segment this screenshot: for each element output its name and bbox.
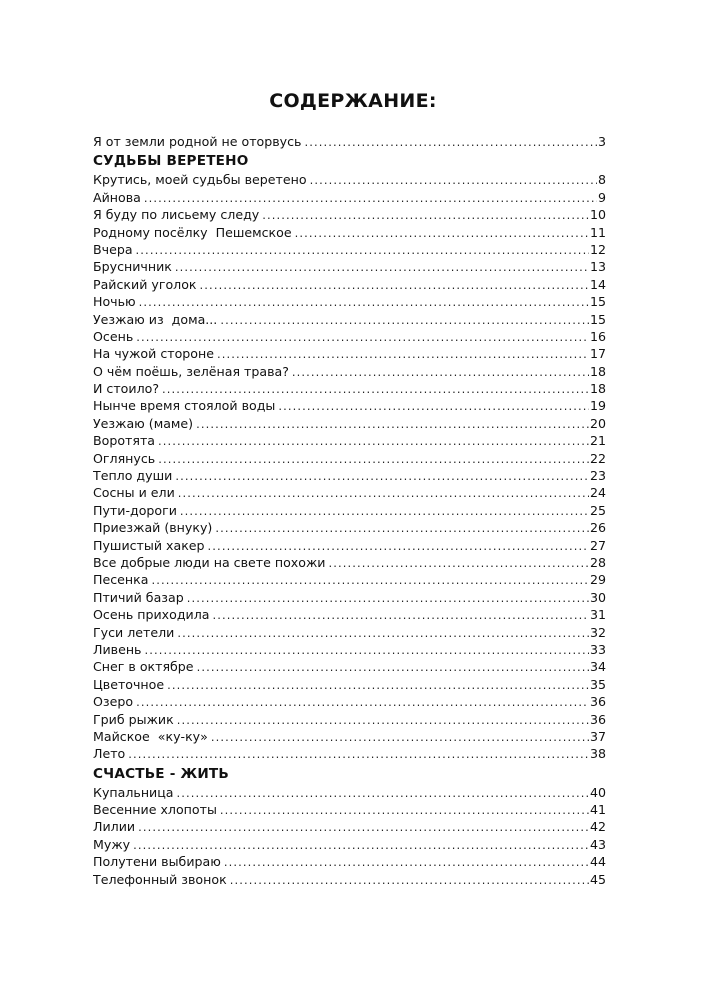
toc-entry-page-number: 8	[597, 172, 606, 188]
toc-entry	[93, 606, 606, 623]
dot-leader	[212, 607, 588, 623]
toc-entry-page-number: 14	[589, 276, 606, 292]
toc-entry-page-number: 22	[589, 450, 606, 466]
dot-leader	[167, 677, 589, 693]
toc-entry	[93, 745, 606, 762]
dot-leader	[215, 520, 589, 536]
toc-entry-title: О чём поёшь, зелёная трава?	[93, 363, 289, 379]
dot-leader	[151, 572, 589, 588]
toc-entry-page-number: 24	[589, 485, 606, 501]
toc-entry-title: Гриб рыжик	[93, 711, 174, 727]
toc-entry-title: На чужой стороне	[93, 346, 214, 362]
dot-leader	[177, 712, 589, 728]
toc-entry	[93, 801, 606, 818]
toc-entry	[93, 415, 606, 432]
toc-entry-page-number: 13	[589, 259, 606, 275]
dot-leader	[211, 729, 589, 745]
toc-entry	[93, 311, 606, 328]
toc-entry-page-number: 15	[589, 294, 606, 310]
toc-entry-page-number: 33	[589, 641, 606, 657]
toc-entry	[93, 641, 606, 658]
toc-entry	[93, 853, 606, 870]
toc-entry	[93, 836, 606, 853]
toc-entry-page-number: 41	[589, 802, 606, 818]
toc-entry-title: Снег в октябре	[93, 659, 194, 675]
toc-entry-page-number: 42	[589, 819, 606, 835]
toc-entry-page-number: 21	[589, 433, 606, 449]
toc-entry-page-number: 12	[589, 241, 606, 257]
toc-entry-page-number: 9	[597, 189, 606, 205]
toc-entry-title: Пушистый хакер	[93, 537, 205, 553]
dot-leader	[133, 837, 589, 853]
toc-entry-title: Все добрые люди на свете похожи	[93, 554, 326, 570]
toc-entry-title: Крутись, моей судьбы веретено	[93, 172, 307, 188]
toc-entry-title: Песенка	[93, 572, 149, 588]
toc-entry-page-number: 18	[589, 381, 606, 397]
toc-entry	[93, 276, 606, 293]
toc-entry-page-number: 15	[589, 311, 606, 327]
toc-entry	[93, 818, 606, 835]
toc-entry-page-number: 37	[589, 728, 606, 744]
toc-entry	[93, 224, 606, 241]
dot-leader	[177, 785, 589, 801]
toc-entry-title: Весенние хлопоты	[93, 802, 217, 818]
toc-entry	[93, 871, 606, 888]
toc-entry	[93, 171, 606, 188]
toc-entry-title: Айнова	[93, 189, 141, 205]
toc-entry	[93, 676, 606, 693]
toc-entry-page-number: 35	[589, 676, 606, 692]
dot-leader	[278, 398, 589, 414]
toc-entry	[93, 363, 606, 380]
dot-leader	[295, 225, 589, 241]
toc-entry-page-number: 43	[589, 836, 606, 852]
toc-entry-title: Нынче время стоялой воды	[93, 398, 276, 414]
toc-entry-title: Сосны и ели	[93, 485, 175, 501]
dot-leader	[136, 694, 589, 710]
toc-entry-title: Гуси летели	[93, 624, 175, 640]
toc-entry	[93, 711, 606, 728]
toc-entry-page-number: 16	[589, 328, 606, 344]
toc-entry-page-number: 38	[589, 746, 606, 762]
dot-leader	[178, 485, 589, 501]
dot-leader	[175, 259, 589, 275]
dot-leader	[304, 134, 597, 150]
toc-entry-page-number: 36	[589, 711, 606, 727]
toc-entry-page-number: 11	[589, 224, 606, 240]
toc-entry-title: Райский уголок	[93, 276, 197, 292]
dot-leader	[197, 659, 589, 675]
dot-leader	[162, 381, 589, 397]
toc-entry-page-number: 20	[589, 415, 606, 431]
dot-leader	[136, 242, 589, 258]
toc-entry-page-number: 30	[589, 589, 606, 605]
toc-entry	[93, 450, 606, 467]
toc-entry	[93, 345, 606, 362]
toc-entry-title: Ночью	[93, 294, 136, 310]
toc-entry-title: Оглянусь	[93, 450, 156, 466]
toc-entry-page-number: 28	[589, 554, 606, 570]
dot-leader	[158, 433, 589, 449]
toc-entry-page-number: 25	[589, 502, 606, 518]
toc-entry	[93, 397, 606, 414]
dot-leader	[220, 312, 589, 328]
toc-entry-title: Лето	[93, 746, 126, 762]
toc-entry-title: Я от земли родной не оторвусь	[93, 134, 302, 149]
toc-entry	[93, 571, 606, 588]
dot-leader	[187, 590, 589, 606]
toc-entry-page-number: 44	[589, 854, 606, 870]
toc-entry	[93, 784, 606, 801]
toc-entry-page-number: 29	[589, 572, 606, 588]
toc-entry-title: Осень приходила	[93, 607, 210, 623]
dot-leader	[200, 277, 589, 293]
toc-entry-title: Полутени выбираю	[93, 854, 221, 870]
toc-entry-title: Вчера	[93, 241, 133, 257]
toc-entry	[93, 380, 606, 397]
dot-leader	[329, 555, 589, 571]
toc-entry-title: Лилии	[93, 819, 136, 835]
toc-section-heading: СУДЬБЫ ВЕРЕТЕНО	[93, 153, 249, 170]
toc-entry	[93, 133, 606, 150]
dot-leader	[128, 746, 589, 762]
dot-leader	[177, 625, 589, 641]
toc-entry	[93, 693, 606, 710]
dot-leader	[136, 329, 589, 345]
dot-leader	[310, 172, 597, 188]
dot-leader	[158, 451, 589, 467]
toc-entry	[93, 502, 606, 519]
toc-entry	[93, 658, 606, 675]
dot-leader	[180, 503, 589, 519]
toc-entry-page-number: 36	[589, 694, 606, 710]
toc-entry-page-number: 31	[589, 607, 606, 623]
toc-entry-page-number: 3	[597, 134, 606, 149]
toc-entry-title: Пути-дороги	[93, 502, 177, 518]
toc-entry	[93, 293, 606, 310]
toc-entry	[93, 624, 606, 641]
toc-entry-title: Воротята	[93, 433, 156, 449]
dot-leader	[144, 642, 588, 658]
dot-leader	[196, 416, 589, 432]
toc-entry-page-number: 23	[589, 468, 606, 484]
toc-entry	[93, 728, 606, 745]
toc-entry-title: И стоило?	[93, 381, 160, 397]
toc-entry-title: Уезжаю (маме)	[93, 415, 194, 431]
toc-entry-title: Телефонный звонок	[93, 871, 227, 887]
dot-leader	[175, 468, 589, 484]
toc-entry-title: Осень	[93, 328, 134, 344]
toc-entry-page-number: 40	[589, 784, 606, 800]
dot-leader	[220, 802, 589, 818]
toc-entry	[93, 328, 606, 345]
toc-entry	[93, 206, 606, 223]
toc-entry	[93, 189, 606, 206]
toc-entry-title: Приезжай (внуку)	[93, 520, 213, 536]
dot-leader	[139, 294, 589, 310]
toc-entry-page-number: 45	[589, 871, 606, 887]
toc-entry-page-number: 17	[589, 346, 606, 362]
dot-leader	[224, 854, 589, 870]
dot-leader	[217, 346, 589, 362]
table-of-contents	[93, 133, 606, 888]
toc-entry-title: Мужу	[93, 836, 131, 852]
toc-entry	[93, 537, 606, 554]
toc-entry-page-number: 32	[589, 624, 606, 640]
toc-entry-title: Уезжаю из дома...	[93, 311, 218, 327]
dot-leader	[208, 538, 589, 554]
toc-entry-title: Купальница	[93, 784, 174, 800]
dot-leader	[230, 872, 589, 888]
page-title: СОДЕРЖАНИЕ:	[269, 90, 437, 112]
dot-leader	[138, 819, 589, 835]
toc-entry-page-number: 27	[589, 537, 606, 553]
toc-entry-page-number: 26	[589, 520, 606, 536]
toc-entry-title: Родному посёлку Пешемское	[93, 224, 292, 240]
toc-entry	[93, 432, 606, 449]
toc-entry-page-number: 10	[589, 207, 606, 223]
toc-entry	[93, 519, 606, 536]
dot-leader	[144, 190, 597, 206]
dot-leader	[292, 364, 589, 380]
toc-entry	[93, 484, 606, 501]
toc-entry-page-number: 19	[589, 398, 606, 414]
toc-entry-title: Я буду по лисьему следу	[93, 207, 260, 223]
toc-entry	[93, 467, 606, 484]
dot-leader	[262, 207, 589, 223]
toc-entry-title: Озеро	[93, 694, 134, 710]
toc-entry-title: Тепло души	[93, 468, 173, 484]
toc-section-heading: СЧАСТЬЕ - ЖИТЬ	[93, 765, 229, 782]
toc-entry	[93, 554, 606, 571]
toc-entry	[93, 589, 606, 606]
toc-entry-title: Ливень	[93, 641, 142, 657]
toc-entry-title: Цветочное	[93, 676, 165, 692]
toc-entry	[93, 258, 606, 275]
toc-entry-page-number: 34	[589, 659, 606, 675]
toc-entry	[93, 241, 606, 258]
toc-entry-page-number: 18	[589, 363, 606, 379]
toc-entry-title: Брусничник	[93, 259, 172, 275]
toc-entry-title: Майское «ку-ку»	[93, 728, 208, 744]
toc-entry-title: Птичий базар	[93, 589, 184, 605]
